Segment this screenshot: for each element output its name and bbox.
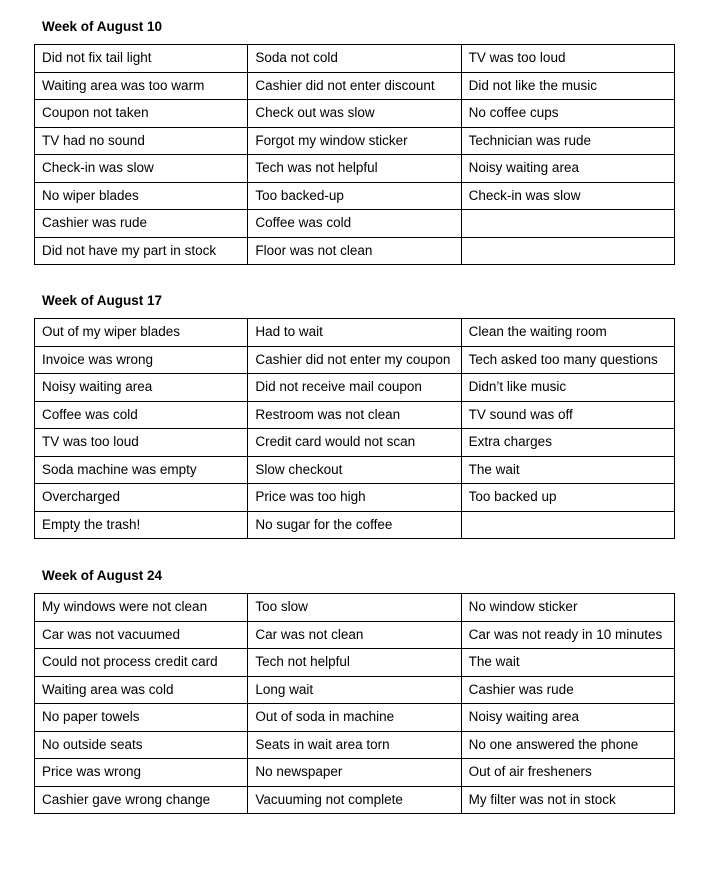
- table-cell: Forgot my window sticker: [248, 127, 461, 155]
- table-cell: TV sound was off: [461, 401, 674, 429]
- table-cell: My filter was not in stock: [461, 786, 674, 814]
- table-cell: Too slow: [248, 594, 461, 622]
- table-row: [35, 374, 675, 402]
- table-cell: No coffee cups: [461, 100, 674, 128]
- table-row: [35, 127, 675, 155]
- table-cell: No newspaper: [248, 759, 461, 787]
- table-cell: Seats in wait area torn: [248, 731, 461, 759]
- table-row: [35, 786, 675, 814]
- table-cell: Cashier was rude: [461, 676, 674, 704]
- table-cell: Check-in was slow: [461, 182, 674, 210]
- table-row: [35, 456, 675, 484]
- table-cell: Could not process credit card: [35, 649, 248, 677]
- table-cell: Extra charges: [461, 429, 674, 457]
- table-cell: Car was not clean: [248, 621, 461, 649]
- table-row: [35, 346, 675, 374]
- table-cell: No one answered the phone: [461, 731, 674, 759]
- table-cell: Did not have my part in stock: [35, 237, 248, 265]
- table-cell: Price was wrong: [35, 759, 248, 787]
- table-cell: Had to wait: [248, 319, 461, 347]
- section-title: Week of August 17: [42, 293, 163, 308]
- table-cell: Price was too high: [248, 484, 461, 512]
- table-cell: Technician was rude: [461, 127, 674, 155]
- table-cell: Noisy waiting area: [35, 374, 248, 402]
- table-row: [35, 319, 675, 347]
- table-row: [35, 511, 675, 539]
- table-cell: Credit card would not scan: [248, 429, 461, 457]
- complaints-table: [34, 593, 675, 814]
- table-cell: [461, 237, 674, 265]
- complaints-table: [34, 44, 675, 265]
- section-week-aug-10: [34, 18, 674, 265]
- table-cell: Waiting area was too warm: [35, 72, 248, 100]
- table-cell: Didn’t like music: [461, 374, 674, 402]
- section-title: Week of August 24: [42, 568, 163, 583]
- table-cell: Waiting area was cold: [35, 676, 248, 704]
- table-row: [35, 100, 675, 128]
- table-cell: TV had no sound: [35, 127, 248, 155]
- table-cell: Tech asked too many questions: [461, 346, 674, 374]
- table-row: [35, 731, 675, 759]
- table-cell: No wiper blades: [35, 182, 248, 210]
- table-cell: Slow checkout: [248, 456, 461, 484]
- table-cell: Tech was not helpful: [248, 155, 461, 183]
- table-cell: Check-in was slow: [35, 155, 248, 183]
- table-cell: TV was too loud: [461, 45, 674, 73]
- table-cell: Car was not vacuumed: [35, 621, 248, 649]
- table-cell: Did not fix tail light: [35, 45, 248, 73]
- table-row: [35, 237, 675, 265]
- table-row: [35, 649, 675, 677]
- table-cell: The wait: [461, 649, 674, 677]
- section-week-aug-17: [34, 292, 674, 539]
- table-cell: Out of soda in machine: [248, 704, 461, 732]
- table-cell: Too backed-up: [248, 182, 461, 210]
- table-cell: [461, 511, 674, 539]
- table-cell: Vacuuming not complete: [248, 786, 461, 814]
- table-cell: Check out was slow: [248, 100, 461, 128]
- table-cell: Tech not helpful: [248, 649, 461, 677]
- table-cell: Restroom was not clean: [248, 401, 461, 429]
- table-row: [35, 676, 675, 704]
- table-row: [35, 72, 675, 100]
- table-row: [35, 155, 675, 183]
- table-row: [35, 45, 675, 73]
- table-cell: Noisy waiting area: [461, 704, 674, 732]
- table-cell: No sugar for the coffee: [248, 511, 461, 539]
- table-cell: Car was not ready in 10 minutes: [461, 621, 674, 649]
- table-cell: Out of air fresheners: [461, 759, 674, 787]
- table-cell: [461, 210, 674, 238]
- table-row: [35, 594, 675, 622]
- section-title: Week of August 10: [42, 19, 163, 34]
- table-row: [35, 704, 675, 732]
- table-cell: Noisy waiting area: [461, 155, 674, 183]
- table-cell: Cashier was rude: [35, 210, 248, 238]
- table-cell: Too backed up: [461, 484, 674, 512]
- table-row: [35, 484, 675, 512]
- table-cell: No paper towels: [35, 704, 248, 732]
- table-cell: Cashier did not enter my coupon: [248, 346, 461, 374]
- table-row: [35, 759, 675, 787]
- table-row: [35, 621, 675, 649]
- complaints-table: [34, 318, 675, 539]
- table-cell: Coffee was cold: [35, 401, 248, 429]
- table-cell: Long wait: [248, 676, 461, 704]
- table-cell: Coupon not taken: [35, 100, 248, 128]
- table-cell: Soda not cold: [248, 45, 461, 73]
- table-cell: Coffee was cold: [248, 210, 461, 238]
- table-cell: No window sticker: [461, 594, 674, 622]
- table-cell: Empty the trash!: [35, 511, 248, 539]
- table-cell: Did not like the music: [461, 72, 674, 100]
- table-cell: Overcharged: [35, 484, 248, 512]
- table-cell: Cashier gave wrong change: [35, 786, 248, 814]
- table-cell: TV was too loud: [35, 429, 248, 457]
- section-week-aug-24: [34, 567, 674, 814]
- table-cell: No outside seats: [35, 731, 248, 759]
- table-cell: Invoice was wrong: [35, 346, 248, 374]
- table-cell: Did not receive mail coupon: [248, 374, 461, 402]
- table-cell: My windows were not clean: [35, 594, 248, 622]
- table-cell: Cashier did not enter discount: [248, 72, 461, 100]
- table-cell: Soda machine was empty: [35, 456, 248, 484]
- table-row: [35, 429, 675, 457]
- table-row: [35, 401, 675, 429]
- table-row: [35, 210, 675, 238]
- table-cell: Clean the waiting room: [461, 319, 674, 347]
- table-row: [35, 182, 675, 210]
- table-cell: The wait: [461, 456, 674, 484]
- table-cell: Floor was not clean: [248, 237, 461, 265]
- table-cell: Out of my wiper blades: [35, 319, 248, 347]
